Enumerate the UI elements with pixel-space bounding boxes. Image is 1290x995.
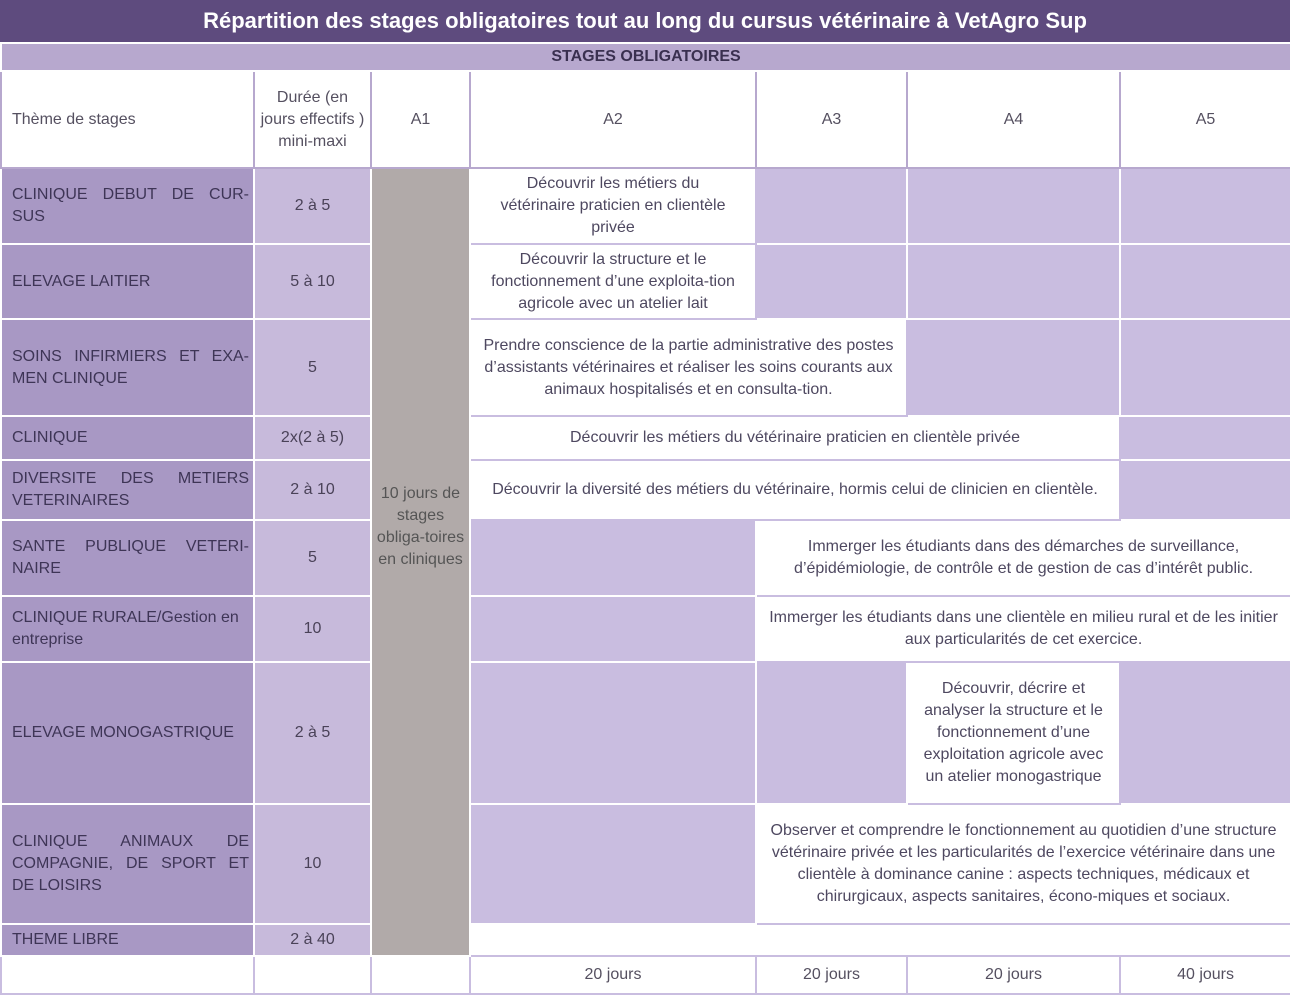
- a1-clinic-note: [371, 168, 470, 956]
- theme-cell: ELEVAGE LAITIER: [1, 244, 254, 319]
- duration-cell: 5: [254, 520, 371, 596]
- table-row: [1, 924, 1290, 956]
- empty-cell: [1120, 168, 1290, 244]
- table-row: [1, 804, 1290, 924]
- empty-cell: [756, 168, 907, 244]
- table-row: [1, 460, 1290, 520]
- duration-cell: 2 à 5: [254, 168, 371, 244]
- description-cell: Immerger les étudiants dans des démarches de surveillance, d’épidémiologie, de contrôle et de gestion de cas d’intérêt public.: [756, 520, 1290, 596]
- duration-cell: 2 à 5: [254, 662, 371, 804]
- table-row: [1, 520, 1290, 596]
- header-theme: Thème de stages: [1, 71, 254, 168]
- totals-row: [1, 956, 1290, 994]
- description-cell: Découvrir, décrire et analyser la structure et le fonctionnement d’une exploitation agricole avec un atelier monogastrique: [907, 662, 1120, 804]
- description-cell: Observer et comprendre le fonctionnement au quotidien d’une structure vétérinaire privée et les particularités de l’exercice vétérinaire dans une clientèle à dominance canine : aspects techniques, médicaux et chirurgicaux, aspects sanitaires, écono-miques et sociaux.: [756, 804, 1290, 924]
- description-cell: Découvrir les métiers du vétérinaire praticien en clientèle privée: [470, 416, 1120, 460]
- empty-cell: [907, 168, 1120, 244]
- empty-cell: [907, 319, 1120, 416]
- header-duration: Durée (en jours effectifs ) mini-maxi: [254, 71, 371, 168]
- duration-cell: 5 à 10: [254, 244, 371, 319]
- empty-cell: [470, 596, 756, 662]
- a1-note-text: 10 jours de stages obliga-toires en cliniques: [376, 485, 465, 568]
- empty-cell: [470, 520, 756, 596]
- table-row: [1, 596, 1290, 662]
- theme-cell: CLINIQUE RURALE/Gestion en entreprise: [1, 596, 254, 662]
- empty-cell: [470, 662, 756, 804]
- table-row: [1, 244, 1290, 319]
- theme-cell: CLINIQUE ANIMAUX DE COMPAGNIE, DE SPORT ET DE LOISIRS: [1, 804, 254, 924]
- total-a2: 20 jours: [470, 956, 756, 994]
- description-cell: Découvrir la structure et le fonctionnement d’une exploita-tion agricole avec un atelier lait: [470, 244, 756, 319]
- empty-cell: [1, 956, 254, 994]
- theme-cell: CLINIQUE: [1, 416, 254, 460]
- theme-cell: DIVERSITE DES METIERS VETERINAIRES: [1, 460, 254, 520]
- description-cell: Immerger les étudiants dans une clientèle en milieu rural et de les initier aux particularités de cet exercice.: [756, 596, 1290, 662]
- header-a2: A2: [470, 71, 756, 168]
- description-cell: Prendre conscience de la partie administrative des postes d’assistants vétérinaires et réaliser les soins courants aux animaux hospitalisés et en consulta-tion.: [470, 319, 907, 416]
- header-a5: A5: [1120, 71, 1290, 168]
- empty-cell: [756, 662, 907, 804]
- description-cell: Découvrir les métiers du vétérinaire praticien en clientèle privée: [470, 168, 756, 244]
- theme-cell: ELEVAGE MONOGASTRIQUE: [1, 662, 254, 804]
- header-a1: A1: [371, 71, 470, 168]
- empty-cell: [1120, 460, 1290, 520]
- description-cell: Découvrir la diversité des métiers du vétérinaire, hormis celui de clinicien en clientèle.: [470, 460, 1120, 520]
- duration-cell: 5: [254, 319, 371, 416]
- theme-cell: CLINIQUE DEBUT DE CUR-SUS: [1, 168, 254, 244]
- duration-cell: 10: [254, 804, 371, 924]
- header-a3: A3: [756, 71, 907, 168]
- empty-cell: [1120, 244, 1290, 319]
- duration-cell: 2 à 10: [254, 460, 371, 520]
- total-a3: 20 jours: [756, 956, 907, 994]
- empty-cell: [1120, 416, 1290, 460]
- table-row: [1, 662, 1290, 804]
- table-title: Répartition des stages obligatoires tout au long du cursus vétérinaire à VetAgro Sup: [0, 0, 1290, 42]
- table-subtitle: STAGES OBLIGATOIRES: [1, 43, 1290, 71]
- table-row: [1, 168, 1290, 244]
- empty-cell: [1120, 319, 1290, 416]
- total-a5: 40 jours: [1120, 956, 1290, 994]
- duration-cell: 2x(2 à 5): [254, 416, 371, 460]
- empty-cell: [470, 804, 756, 924]
- total-a4: 20 jours: [907, 956, 1120, 994]
- duration-cell: 10: [254, 596, 371, 662]
- table-row: [1, 319, 1290, 416]
- theme-cell: SANTE PUBLIQUE VETERI-NAIRE: [1, 520, 254, 596]
- description-cell: [470, 924, 1290, 956]
- empty-cell: [756, 244, 907, 319]
- internship-table: [0, 42, 1290, 995]
- duration-cell: 2 à 40: [254, 924, 371, 956]
- empty-cell: [371, 956, 470, 994]
- table-row: [1, 416, 1290, 460]
- empty-cell: [907, 244, 1120, 319]
- header-a4: A4: [907, 71, 1120, 168]
- empty-cell: [1120, 662, 1290, 804]
- theme-cell: SOINS INFIRMIERS ET EXA-MEN CLINIQUE: [1, 319, 254, 416]
- theme-cell: THEME LIBRE: [1, 924, 254, 956]
- empty-cell: [254, 956, 371, 994]
